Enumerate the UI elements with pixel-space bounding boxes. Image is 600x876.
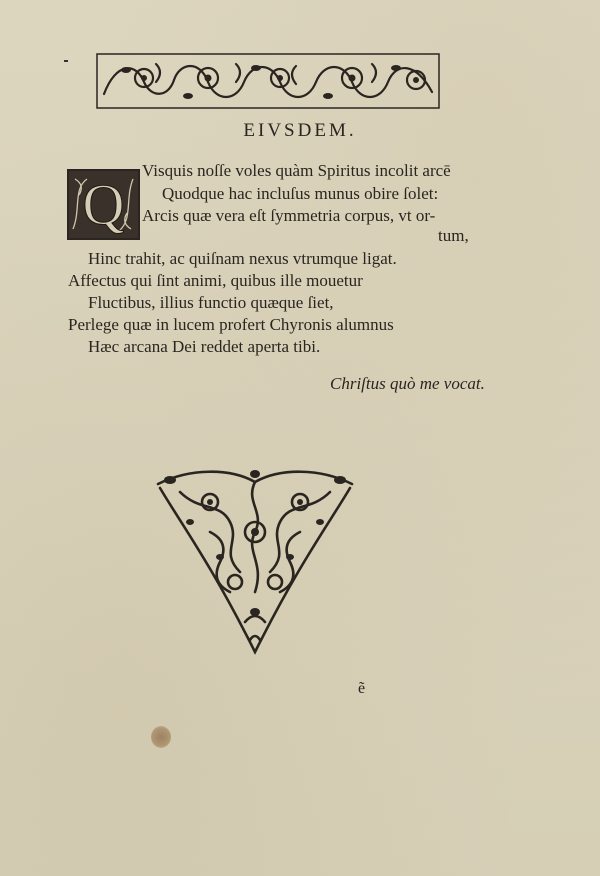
poem-line-3: Arcis quæ vera eſt ſymmetria corpus, vt or-	[142, 206, 436, 225]
paper-stain	[151, 726, 171, 748]
poem-line-3-overflow: tum,	[438, 226, 469, 245]
ornamental-tailpiece	[150, 462, 360, 662]
initial-letter: Q	[82, 172, 125, 237]
decorated-initial-letter	[67, 169, 140, 240]
page-title: EIVSDEM.	[243, 120, 357, 141]
signature-mark: ẽ	[358, 680, 366, 697]
poem-line-5: Affectus qui ſint animi, quibus ille mouetur	[68, 271, 363, 290]
poem-line-7: Perlege quæ in lucem profert Chyronis alumnus	[68, 315, 394, 334]
printer-mark	[64, 60, 68, 62]
poem-line-1: Visquis noſſe voles quàm Spiritus incolit arcē	[142, 161, 451, 180]
poem-line-4: Hinc trahit, ac quiſnam nexus vtrumque ligat.	[88, 249, 397, 268]
poem-line-6: Fluctibus, illius functio quæque ſiet,	[88, 293, 334, 312]
motto: Chriſtus quò me vocat.	[330, 374, 485, 393]
poem-line-8: Hæc arcana Dei reddet aperta tibi.	[88, 337, 321, 356]
poem-line-2: Quodque hac incluſus munus obire ſolet:	[162, 184, 439, 203]
ornamental-headpiece	[96, 52, 440, 110]
